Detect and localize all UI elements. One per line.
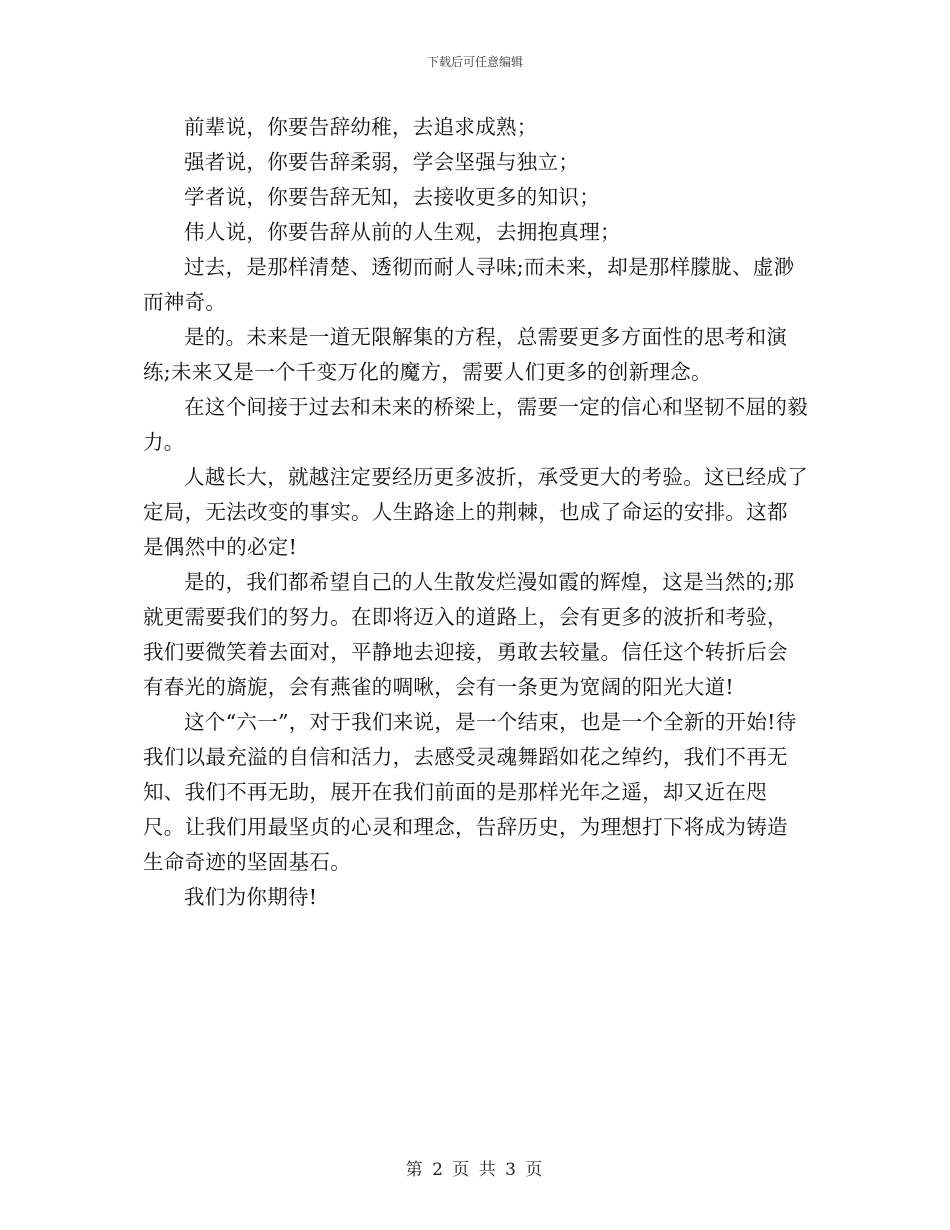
paragraph: 我们为你期待! bbox=[184, 885, 318, 909]
paragraph: 学者说，你要告辞无知，去接收更多的知识； bbox=[184, 185, 600, 209]
paragraph: 是的。未来是一道无限解集的方程，总需要更多方面性的思考和演练;未来又是一个千变万化的魔方，需要人们更多的创新理念。 bbox=[143, 325, 788, 384]
page-header: 下载后可任意编辑 bbox=[426, 55, 523, 69]
paragraph: 是的，我们都希望自己的人生散发烂漫如霞的辉煌，这是当然的;那就更需要我们的努力。在即将迈入的道路上，会有更多的波折和考验，我们要微笑着去面对，平静地去迎接，勇敢去较量。信任这个转折后会有春光的旖旎，会有燕雀的啁啾，会有一条更为宽阔的阳光大道! bbox=[143, 570, 795, 699]
paragraph: 强者说，你要告辞柔弱，学会坚强与独立； bbox=[184, 150, 580, 174]
page-number: 第 2 页 共 3 页 bbox=[405, 1160, 545, 1180]
paragraph: 这个“六一”，对于我们来说，是一个结束，也是一个全新的开始!待我们以最充溢的自信和活力，去感受灵魂舞蹈如花之绰约，我们不再无知、我们不再无助，展开在我们前面的是那样光年之遥，却又近在咫尺。让我们用最坚贞的心灵和理念，告辞历史，为理想打下将成为铸造生命奇迹的坚固基石。 bbox=[143, 710, 797, 874]
paragraph: 在这个间接于过去和未来的桥梁上，需要一定的信心和坚韧不屈的毅力。 bbox=[143, 395, 808, 454]
paragraph: 过去，是那样清楚、透彻而耐人寻味;而未来，却是那样朦胧、虚渺而神奇。 bbox=[143, 255, 795, 314]
paragraph: 前辈说，你要告辞幼稚，去追求成熟； bbox=[184, 115, 538, 139]
paragraph: 伟人说，你要告辞从前的人生观，去拥抱真理； bbox=[184, 220, 621, 244]
paragraph: 人越长大，就越注定要经历更多波折，承受更大的考验。这已经成了定局，无法改变的事实。人生路途上的荆棘，也成了命运的安排。这都是偶然中的必定! bbox=[143, 465, 808, 559]
document-body bbox=[143, 110, 808, 915]
